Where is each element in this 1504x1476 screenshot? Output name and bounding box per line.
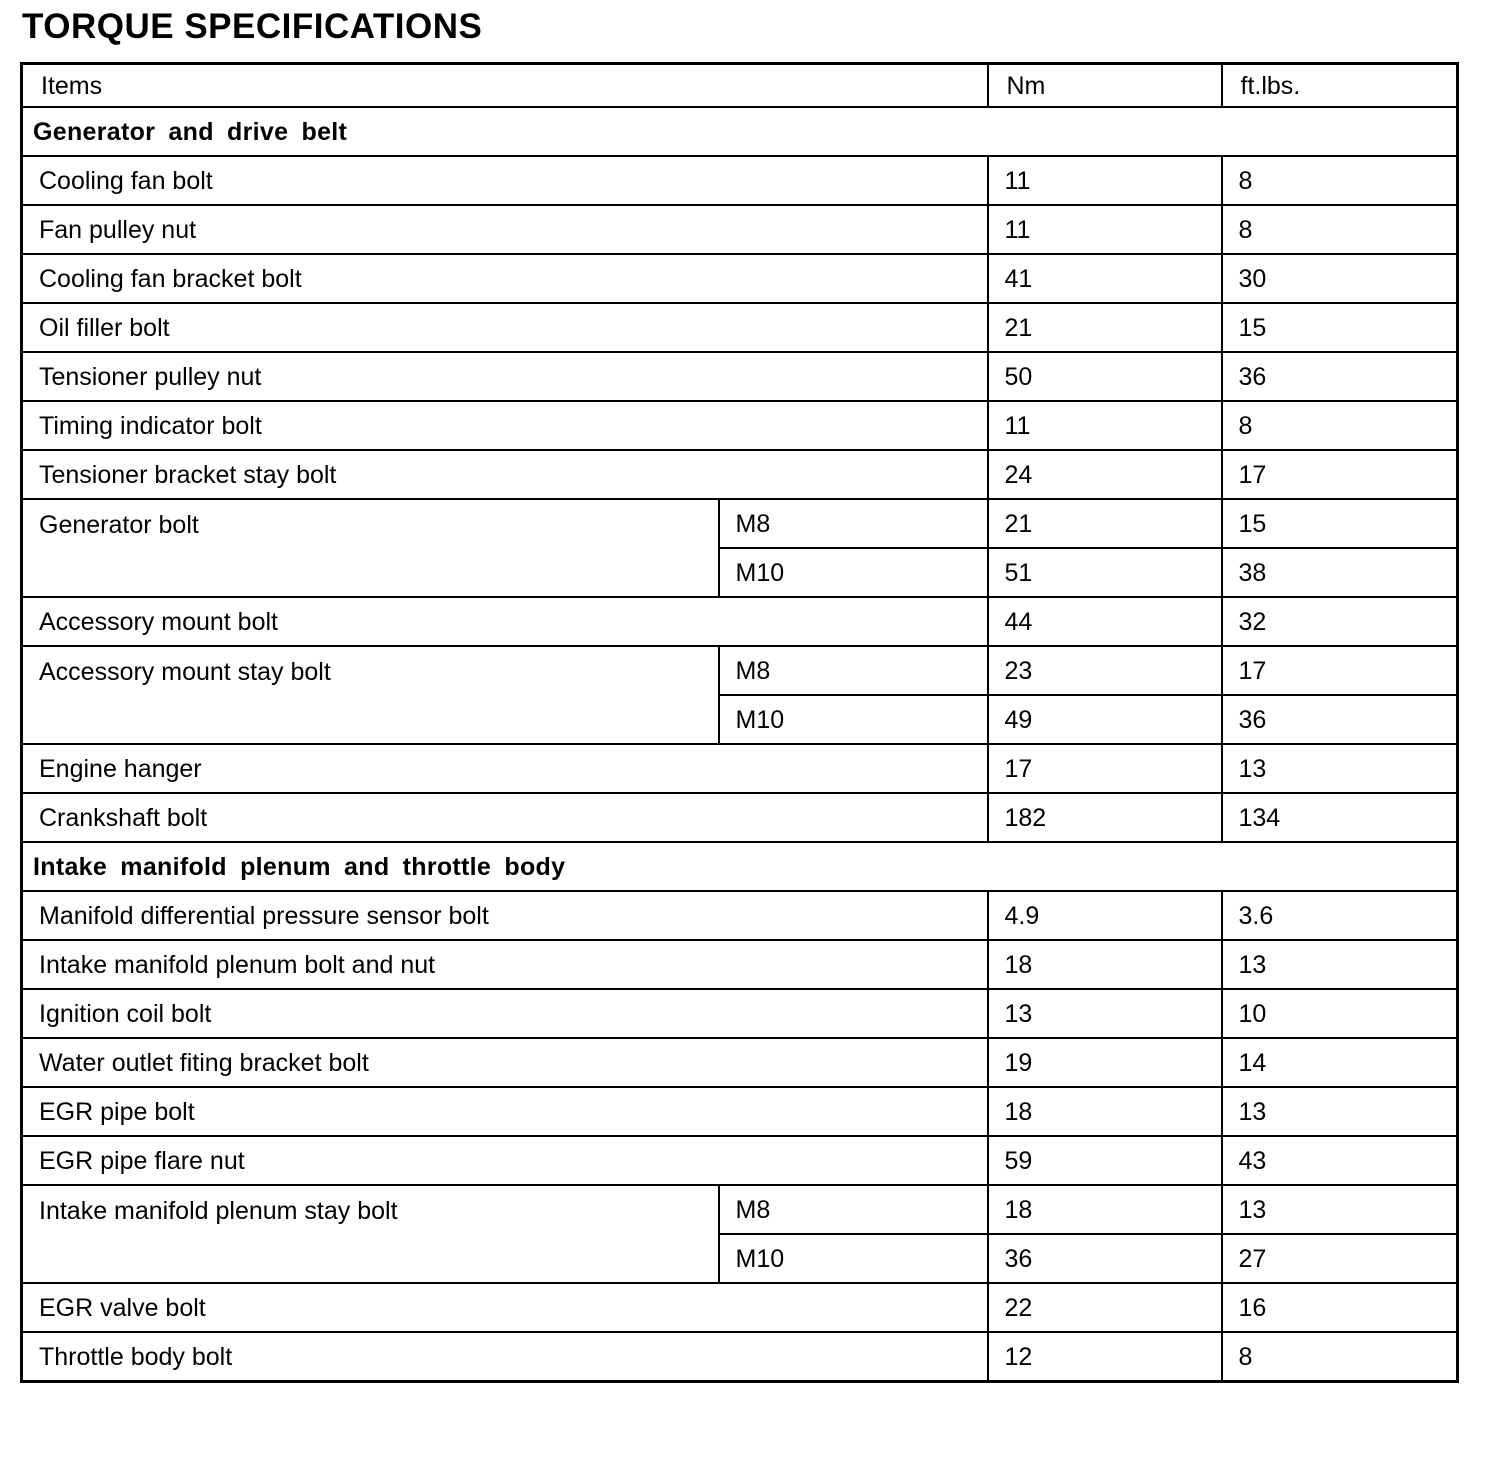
nm-value: 12 bbox=[988, 1332, 1222, 1382]
section-heading: Intake manifold plenum and throttle body bbox=[22, 842, 1458, 891]
item-name: Fan pulley nut bbox=[22, 205, 988, 254]
item-name: Ignition coil bolt bbox=[22, 989, 988, 1038]
ftlbs-value: 43 bbox=[1222, 1136, 1458, 1185]
nm-value: 4.9 bbox=[988, 891, 1222, 940]
item-name: Tensioner pulley nut bbox=[22, 352, 988, 401]
table-row bbox=[22, 940, 1458, 989]
section-heading: Generator and drive belt bbox=[22, 107, 1458, 156]
nm-value: 22 bbox=[988, 1283, 1222, 1332]
bolt-size: M8 bbox=[719, 1185, 988, 1234]
ftlbs-value: 30 bbox=[1222, 254, 1458, 303]
ftlbs-value: 27 bbox=[1222, 1234, 1458, 1283]
table-row bbox=[22, 352, 1458, 401]
nm-value: 21 bbox=[988, 499, 1222, 548]
ftlbs-value: 32 bbox=[1222, 597, 1458, 646]
column-header-nm: Nm bbox=[988, 64, 1222, 108]
nm-value: 11 bbox=[988, 156, 1222, 205]
nm-value: 50 bbox=[988, 352, 1222, 401]
table-row bbox=[22, 303, 1458, 352]
nm-value: 36 bbox=[988, 1234, 1222, 1283]
table-row bbox=[22, 205, 1458, 254]
ftlbs-value: 14 bbox=[1222, 1038, 1458, 1087]
ftlbs-value: 15 bbox=[1222, 499, 1458, 548]
item-name: Accessory mount stay bolt bbox=[22, 646, 719, 744]
nm-value: 11 bbox=[988, 205, 1222, 254]
table-row bbox=[22, 1038, 1458, 1087]
nm-value: 19 bbox=[988, 1038, 1222, 1087]
column-header-items: Items bbox=[22, 64, 988, 108]
nm-value: 17 bbox=[988, 744, 1222, 793]
item-name: EGR valve bolt bbox=[22, 1283, 988, 1332]
nm-value: 18 bbox=[988, 1087, 1222, 1136]
bolt-size: M10 bbox=[719, 695, 988, 744]
item-name: Oil filler bolt bbox=[22, 303, 988, 352]
nm-value: 23 bbox=[988, 646, 1222, 695]
ftlbs-value: 36 bbox=[1222, 352, 1458, 401]
torque-spec-table bbox=[20, 62, 1459, 1383]
nm-value: 182 bbox=[988, 793, 1222, 842]
nm-value: 41 bbox=[988, 254, 1222, 303]
ftlbs-value: 17 bbox=[1222, 450, 1458, 499]
ftlbs-value: 13 bbox=[1222, 744, 1458, 793]
table-row bbox=[22, 793, 1458, 842]
ftlbs-value: 10 bbox=[1222, 989, 1458, 1038]
nm-value: 49 bbox=[988, 695, 1222, 744]
ftlbs-value: 36 bbox=[1222, 695, 1458, 744]
ftlbs-value: 8 bbox=[1222, 156, 1458, 205]
table-row bbox=[22, 989, 1458, 1038]
item-name: Manifold differential pressure sensor bolt bbox=[22, 891, 988, 940]
table-row bbox=[22, 1185, 1458, 1234]
table-row bbox=[22, 499, 1458, 548]
ftlbs-value: 13 bbox=[1222, 940, 1458, 989]
ftlbs-value: 3.6 bbox=[1222, 891, 1458, 940]
bolt-size: M10 bbox=[719, 1234, 988, 1283]
nm-value: 59 bbox=[988, 1136, 1222, 1185]
table-row bbox=[22, 1087, 1458, 1136]
table-row bbox=[22, 744, 1458, 793]
ftlbs-value: 17 bbox=[1222, 646, 1458, 695]
table-row bbox=[22, 156, 1458, 205]
column-header-ftlbs: ft.lbs. bbox=[1222, 64, 1458, 108]
item-name: Intake manifold plenum stay bolt bbox=[22, 1185, 719, 1283]
nm-value: 44 bbox=[988, 597, 1222, 646]
torque-spec-table-body bbox=[22, 64, 1458, 1382]
ftlbs-value: 15 bbox=[1222, 303, 1458, 352]
ftlbs-value: 13 bbox=[1222, 1087, 1458, 1136]
table-row bbox=[22, 1136, 1458, 1185]
table-row bbox=[22, 254, 1458, 303]
section-heading-row bbox=[22, 842, 1458, 891]
item-name: Timing indicator bolt bbox=[22, 401, 988, 450]
bolt-size: M10 bbox=[719, 548, 988, 597]
nm-value: 51 bbox=[988, 548, 1222, 597]
table-row bbox=[22, 1283, 1458, 1332]
ftlbs-value: 8 bbox=[1222, 205, 1458, 254]
ftlbs-value: 134 bbox=[1222, 793, 1458, 842]
item-name: Crankshaft bolt bbox=[22, 793, 988, 842]
item-name: Tensioner bracket stay bolt bbox=[22, 450, 988, 499]
item-name: EGR pipe flare nut bbox=[22, 1136, 988, 1185]
bolt-size: M8 bbox=[719, 499, 988, 548]
item-name: Accessory mount bolt bbox=[22, 597, 988, 646]
item-name: EGR pipe bolt bbox=[22, 1087, 988, 1136]
item-name: Generator bolt bbox=[22, 499, 719, 597]
nm-value: 21 bbox=[988, 303, 1222, 352]
nm-value: 24 bbox=[988, 450, 1222, 499]
table-row bbox=[22, 401, 1458, 450]
item-name: Throttle body bolt bbox=[22, 1332, 988, 1382]
ftlbs-value: 8 bbox=[1222, 401, 1458, 450]
bolt-size: M8 bbox=[719, 646, 988, 695]
item-name: Water outlet fiting bracket bolt bbox=[22, 1038, 988, 1087]
table-row bbox=[22, 891, 1458, 940]
nm-value: 18 bbox=[988, 940, 1222, 989]
nm-value: 13 bbox=[988, 989, 1222, 1038]
ftlbs-value: 8 bbox=[1222, 1332, 1458, 1382]
item-name: Engine hanger bbox=[22, 744, 988, 793]
item-name: Intake manifold plenum bolt and nut bbox=[22, 940, 988, 989]
item-name: Cooling fan bracket bolt bbox=[22, 254, 988, 303]
nm-value: 11 bbox=[988, 401, 1222, 450]
table-row bbox=[22, 646, 1458, 695]
ftlbs-value: 16 bbox=[1222, 1283, 1458, 1332]
table-header-row bbox=[22, 64, 1458, 108]
item-name: Cooling fan bolt bbox=[22, 156, 988, 205]
table-row bbox=[22, 1332, 1458, 1382]
table-row bbox=[22, 450, 1458, 499]
ftlbs-value: 13 bbox=[1222, 1185, 1458, 1234]
section-heading-row bbox=[22, 107, 1458, 156]
ftlbs-value: 38 bbox=[1222, 548, 1458, 597]
nm-value: 18 bbox=[988, 1185, 1222, 1234]
page-title: TORQUE SPECIFICATIONS bbox=[22, 7, 483, 46]
table-row bbox=[22, 597, 1458, 646]
